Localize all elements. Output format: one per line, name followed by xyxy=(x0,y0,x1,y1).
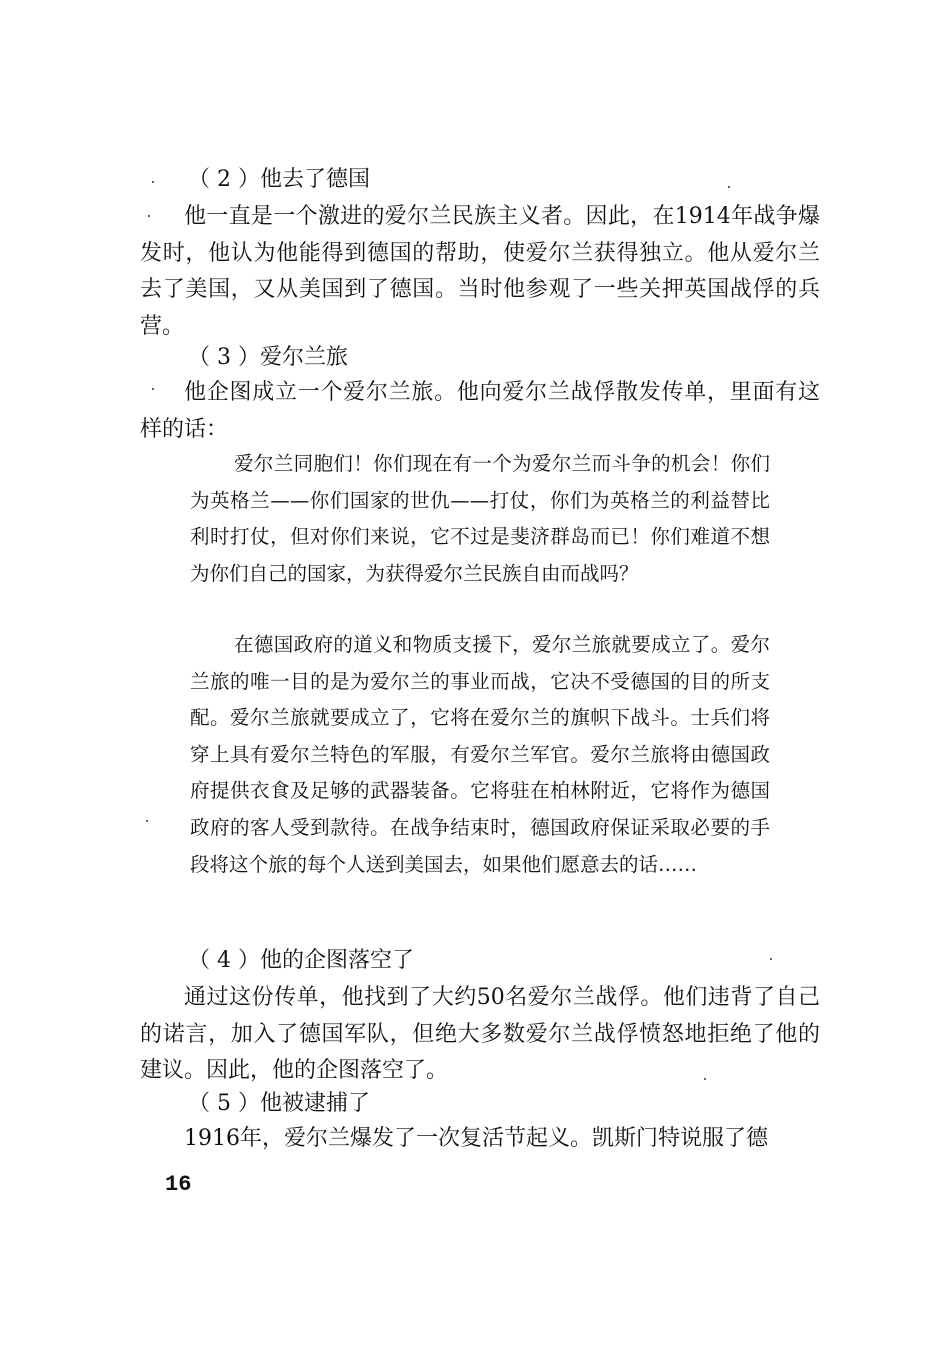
section-2-paragraph: 他一直是一个激进的爱尔兰民族主义者。因此，在1914年战争爆发时，他认为他能得到德国的帮助，使爱尔兰获得独立。他从爱尔兰去了美国，又从美国到了德国。当时他参观了一些关押英国战俘的兵营。 xyxy=(140,204,820,339)
scan-speck xyxy=(148,215,150,217)
section-4-paragraph: 通过这份传单，他找到了大约50名爱尔兰战俘。他们违背了自己的诺言，加入了德国军队，但绝大多数爱尔兰战俘愤怒地拒绝了他的建议。因此，他的企图落空了。 xyxy=(140,985,820,1083)
scan-speck xyxy=(146,820,148,822)
scan-speck xyxy=(152,388,154,390)
section-3-heading: （ 3 ）爱尔兰旅 xyxy=(188,345,348,370)
leaflet-quote-2: 在德国政府的道义和物质支援下，爱尔兰旅就要成立了。爱尔兰旅的唯一目的是为爱尔兰的事业而战，它决不受德国的目的所支配。爱尔兰旅就要成立了，它将在爱尔兰的旗帜下战斗。士兵们将穿上具有爱尔兰特色的军服，有爱尔兰军官。爱尔兰旅将由德国政府提供衣食及足够的武器装备。它将驻在柏林附近，它将作为德国政府的客人受到款待。在战争结束时，德国政府保证采取必要的手段将这个旅的每个人送到美国去，如果他们愿意去的话…… xyxy=(190,633,770,876)
scan-speck xyxy=(770,958,772,960)
section-4-heading: （ 4 ）他的企图落空了 xyxy=(188,948,414,973)
scan-speck xyxy=(728,186,730,188)
scan-speck xyxy=(152,181,154,183)
section-5-paragraph: 1916年，爱尔兰爆发了一次复活节起义。凯斯门特说服了德 xyxy=(184,1126,768,1151)
section-5-heading: （ 5 ）他被逮捕了 xyxy=(188,1091,370,1116)
scan-speck xyxy=(704,1078,706,1080)
leaflet-quote-1: 爱尔兰同胞们！你们现在有一个为爱尔兰而斗争的机会！你们为英格兰——你们国家的世仇——打仗，你们为英格兰的利益替比利时打仗，但对你们来说，它不过是斐济群岛而已！你们难道不想为你们自己的国家，为获得爱尔兰民族自由而战吗？ xyxy=(190,452,770,585)
section-2-heading: （ 2 ）他去了德国 xyxy=(188,167,370,192)
section-3-paragraph: 他企图成立一个爱尔兰旅。他向爱尔兰战俘散发传单，里面有这样的话： xyxy=(140,380,820,442)
page-number: 16 xyxy=(165,1172,192,1197)
